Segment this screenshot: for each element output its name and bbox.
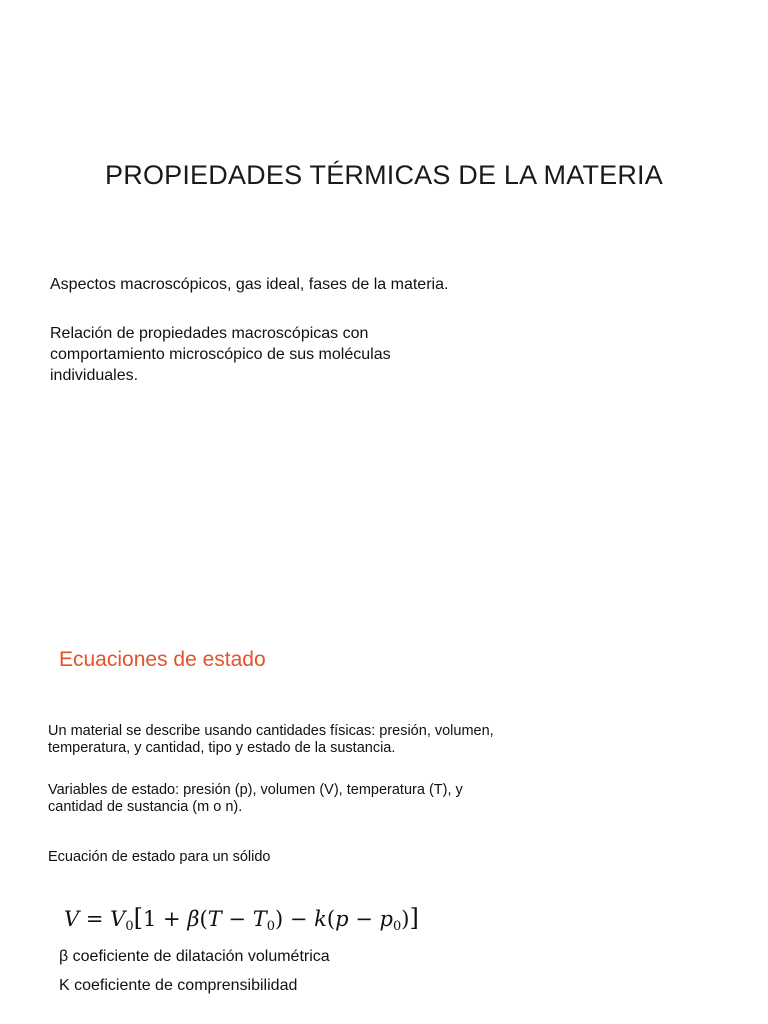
formula-equals: =	[85, 907, 104, 931]
intro-paragraph-2: Relación de propiedades macroscópicas con comportamiento microscópico de sus moléculas individuales.	[50, 325, 391, 384]
formula-rparen-1: )	[274, 907, 284, 931]
formula-minus-3: −	[355, 907, 373, 931]
section-paragraph-2: Variables de estado: presión (p), volumen (V), temperatura (T), y cantidad de sustancia (m o n).	[48, 782, 463, 815]
formula-one: 1	[142, 907, 157, 931]
section-heading: Ecuaciones de estado	[59, 648, 266, 671]
definition-beta: β coeficiente de dilatación volumétrica	[59, 948, 330, 965]
formula-minus-1: −	[228, 907, 246, 931]
state-equation-formula	[64, 904, 419, 934]
formula-sub-1: 0	[266, 919, 275, 934]
formula-minus-2: −	[289, 907, 308, 931]
formula-sub-0: 0	[125, 919, 134, 934]
formula-beta: β	[187, 907, 200, 931]
formula-v0: V	[110, 907, 126, 931]
definition-k: K coeficiente de comprensibilidad	[59, 977, 298, 994]
formula-rparen-2: )	[401, 907, 410, 931]
formula-t: T	[207, 907, 222, 931]
formula-t0: T	[252, 907, 267, 931]
formula-p0: p	[379, 907, 393, 931]
formula-k: k	[314, 907, 327, 931]
page-title: PROPIEDADES TÉRMICAS DE LA MATERIA	[105, 160, 663, 190]
section-paragraph-1: Un material se describe usando cantidades físicas: presión, volumen, temperatura, y cantidad, tipo y estado de la sustancia.	[48, 723, 494, 756]
formula-open-bracket: [	[133, 904, 143, 932]
formula-plus: +	[163, 907, 181, 931]
formula-v: V	[64, 907, 80, 931]
intro-paragraph-1: Aspectos macroscópicos, gas ideal, fases de la materia.	[50, 276, 449, 293]
formula-lparen-1: (	[199, 907, 208, 931]
formula-lparen-2: (	[326, 907, 336, 931]
formula-sub-2: 0	[393, 919, 402, 934]
formula-p: p	[335, 907, 349, 931]
section-paragraph-3: Ecuación de estado para un sólido	[48, 849, 271, 865]
formula-close-bracket: ]	[409, 904, 419, 932]
